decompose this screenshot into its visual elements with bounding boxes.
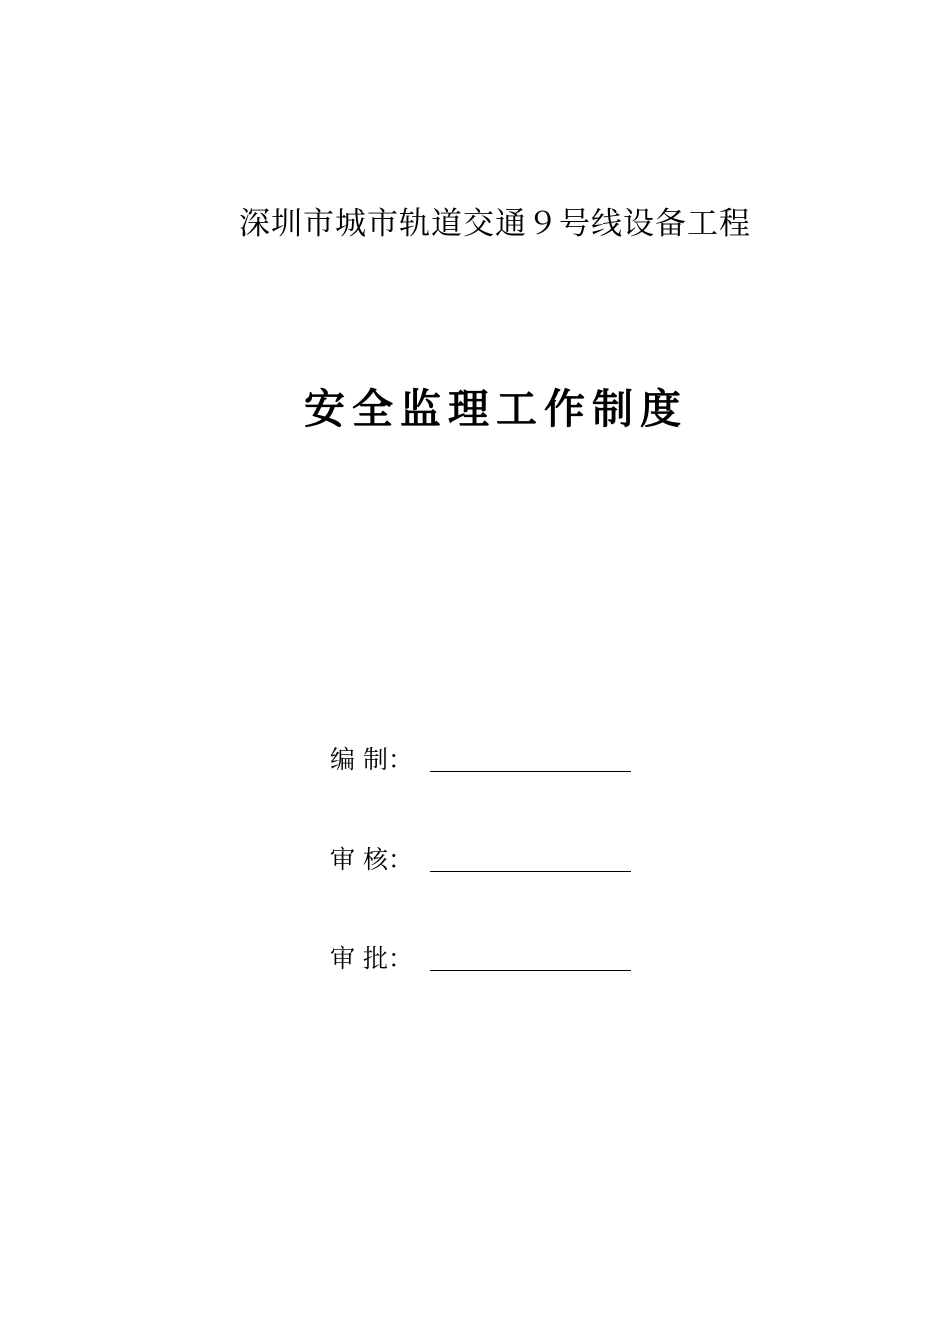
compile-label: 编 制： — [330, 745, 413, 774]
approve-label: 审 批： — [330, 944, 413, 973]
review-label: 审 核： — [330, 845, 413, 874]
signature-row-review — [330, 842, 631, 876]
signature-row-approve — [330, 941, 631, 975]
compile-signature-line — [430, 749, 631, 772]
signature-row-compile — [330, 742, 631, 776]
document-title: 安全监理工作制度 — [304, 385, 688, 433]
review-signature-line — [430, 849, 631, 872]
approve-signature-line — [430, 948, 631, 971]
project-title: 深圳市城市轨道交通９号线设备工程 — [239, 206, 751, 242]
